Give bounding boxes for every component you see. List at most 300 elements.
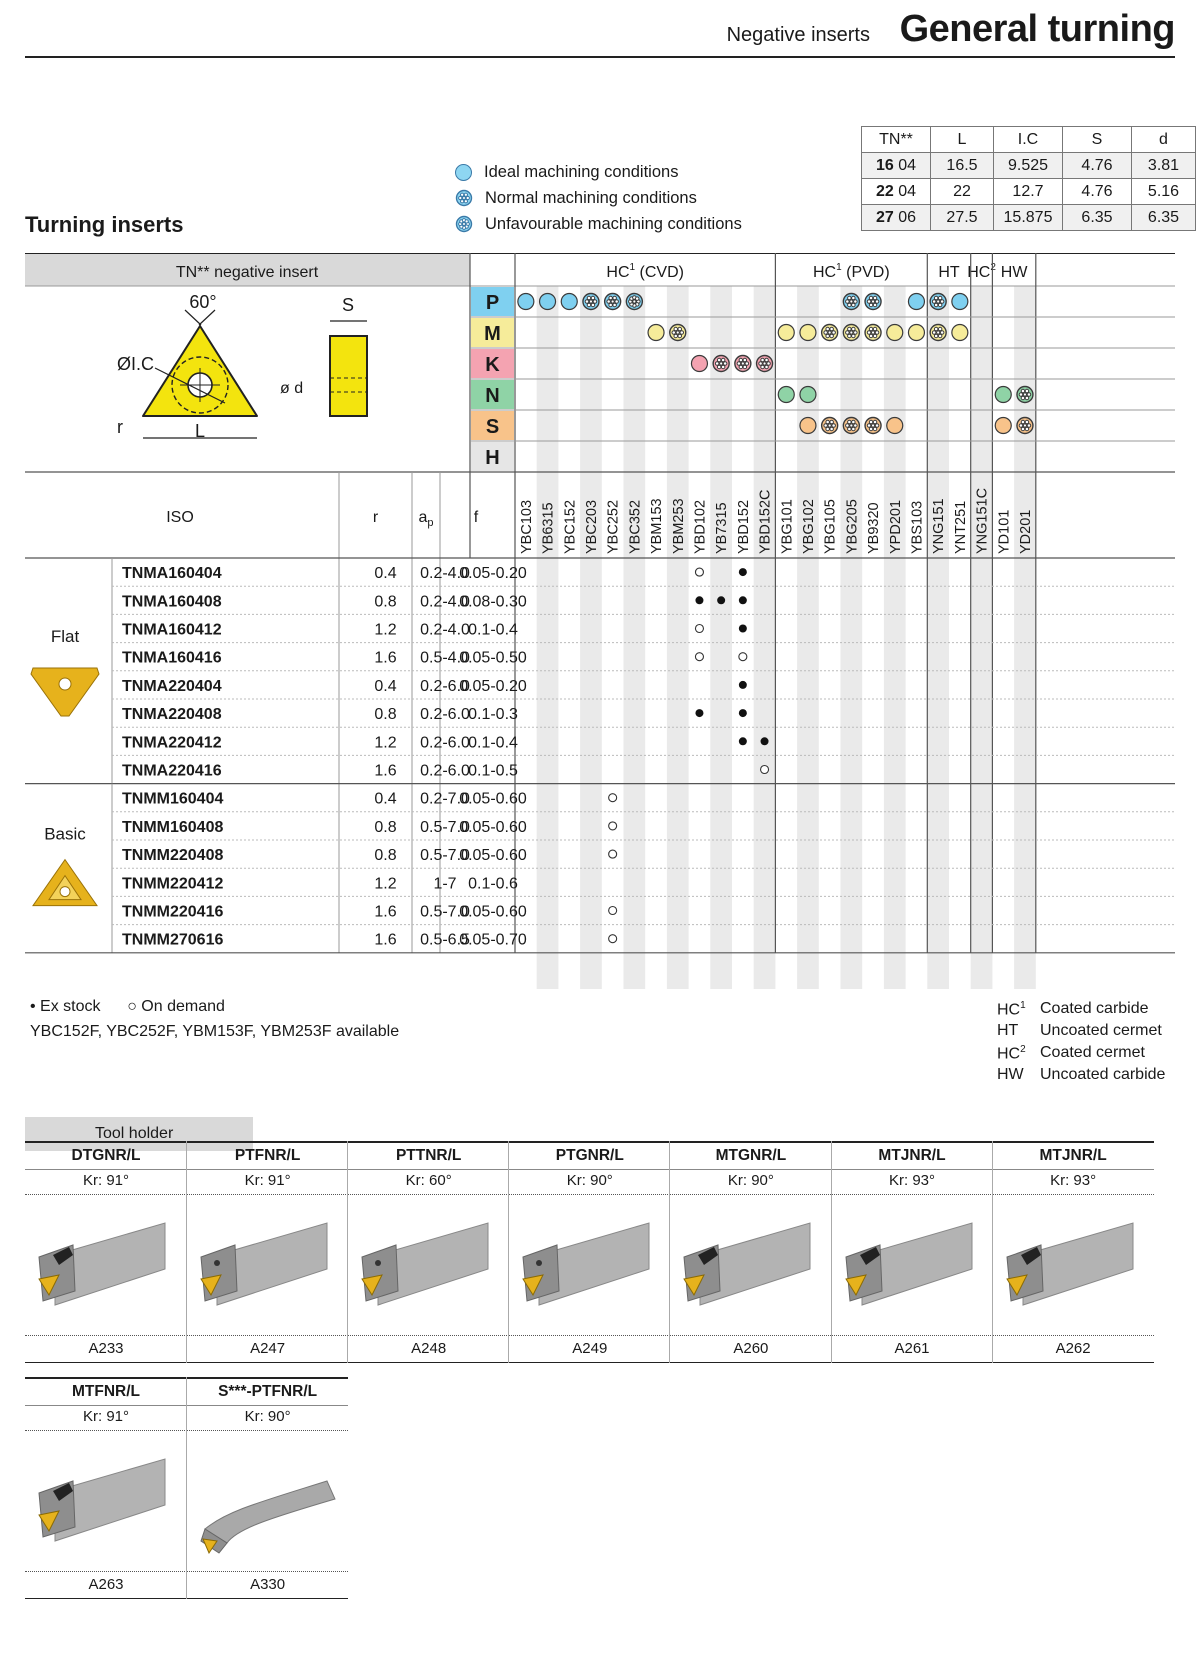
mark-petal bbox=[854, 424, 858, 428]
tool-holder-card[interactable] bbox=[347, 1141, 509, 1363]
tool-holder-card[interactable] bbox=[25, 1377, 187, 1599]
holder-angle: Kr: 91° bbox=[187, 1169, 348, 1195]
mark-petal bbox=[848, 420, 852, 424]
group-suffix: (PVD) bbox=[841, 264, 890, 281]
mark-petal bbox=[1019, 393, 1023, 397]
type-desc: Coated carbide bbox=[1040, 1000, 1149, 1017]
mark-petal bbox=[743, 358, 747, 362]
insert-code: TNMA160412 bbox=[122, 621, 222, 639]
mark-petal bbox=[830, 420, 834, 424]
mark-petal bbox=[867, 331, 871, 335]
ex-stock-dot bbox=[739, 737, 747, 745]
ideal-mark bbox=[778, 387, 794, 403]
group-suffix: (CVD) bbox=[635, 264, 684, 281]
dim-code: 27 06 bbox=[862, 205, 931, 231]
angle-label: 60° bbox=[189, 292, 217, 312]
mark-petal bbox=[587, 303, 591, 307]
insert-diagram bbox=[117, 292, 367, 441]
availability-note: YBC152F, YBC252F, YBM153F, YBM253F available bbox=[30, 1023, 400, 1040]
mark-center bbox=[828, 331, 831, 334]
holder-page-ref[interactable]: A233 bbox=[25, 1336, 187, 1363]
holder-picture bbox=[670, 1195, 831, 1336]
grade-name: YBC252 bbox=[605, 499, 622, 554]
mark-petal bbox=[723, 362, 727, 366]
mark-petal bbox=[759, 362, 763, 366]
mark-petal bbox=[934, 296, 938, 300]
mark-petal bbox=[737, 362, 741, 366]
dim-s: 6.35 bbox=[1063, 205, 1132, 231]
mark-petal bbox=[826, 334, 830, 338]
grade-name: YBC352 bbox=[627, 499, 644, 554]
mark-petal bbox=[940, 331, 944, 335]
tool-holder-card[interactable] bbox=[508, 1141, 670, 1363]
tool-holder-image bbox=[348, 1195, 498, 1335]
mark-petal bbox=[846, 331, 850, 335]
mark-petal bbox=[934, 303, 938, 307]
depth-of-cut: 1-7 bbox=[433, 875, 457, 893]
basic-insert-icon bbox=[33, 860, 97, 906]
grade-name: YNG151C bbox=[974, 487, 991, 554]
type-code: HW bbox=[997, 1066, 1024, 1083]
mark-petal bbox=[585, 300, 589, 304]
mark-petal bbox=[824, 424, 828, 428]
nose-radius: 0.8 bbox=[374, 847, 397, 865]
tool-holder-image bbox=[25, 1195, 175, 1335]
holder-angle: Kr: 90° bbox=[509, 1169, 670, 1195]
grade-name: YNT251 bbox=[952, 500, 969, 554]
column-stripe bbox=[537, 286, 559, 989]
iso-header: ISO bbox=[166, 509, 194, 526]
depth-of-cut: 0.5-6.5 bbox=[420, 931, 470, 949]
dim-header: L bbox=[931, 127, 994, 153]
legend-item-ideal bbox=[455, 160, 678, 184]
grade-name: YB7315 bbox=[714, 502, 731, 554]
depth-of-cut: 0.2-7.0 bbox=[420, 790, 470, 808]
mark-petal bbox=[869, 427, 873, 431]
ex-stock-label: • Ex stock bbox=[30, 998, 101, 1015]
on-demand-dot bbox=[761, 766, 769, 774]
ic-label: ØI.C bbox=[117, 354, 155, 374]
mark-petal bbox=[938, 296, 942, 300]
grade-name: YBS103 bbox=[909, 500, 926, 554]
mark-center bbox=[871, 424, 874, 427]
tool-holder-image bbox=[509, 1195, 659, 1335]
feed-rate: 0.1-0.4 bbox=[468, 734, 518, 752]
mark-petal bbox=[854, 300, 858, 304]
on-demand-label: ○ On demand bbox=[127, 998, 225, 1015]
group-header: $HC^2$ bbox=[967, 262, 996, 281]
depth-of-cut: 0.2-6.0 bbox=[420, 734, 470, 752]
mark-petal bbox=[767, 362, 771, 366]
type-desc: Uncoated carbide bbox=[1040, 1066, 1166, 1083]
mark-petal bbox=[466, 196, 469, 199]
grade-name: YBG102 bbox=[800, 499, 817, 554]
mark-petal bbox=[873, 334, 877, 338]
ap-sub: p bbox=[427, 517, 434, 529]
mark-center bbox=[611, 300, 614, 303]
ideal-mark bbox=[800, 387, 816, 403]
dim-header: S bbox=[1063, 127, 1132, 153]
mark-petal bbox=[721, 358, 725, 362]
mark-petal bbox=[591, 296, 595, 300]
mark-petal bbox=[607, 300, 611, 304]
holder-picture bbox=[25, 1195, 187, 1336]
mark-center bbox=[871, 300, 874, 303]
depth-of-cut: 0.2-4.0 bbox=[420, 621, 470, 639]
holder-name: PTFNR/L bbox=[187, 1141, 348, 1169]
tool-holder-card[interactable] bbox=[186, 1377, 348, 1599]
ideal-mark bbox=[952, 294, 968, 310]
depth-of-cut: 0.2-6.0 bbox=[420, 677, 470, 695]
on-demand-dot bbox=[609, 794, 617, 802]
depth-of-cut: 0.5-7.0 bbox=[420, 818, 470, 836]
tool-holder-card[interactable] bbox=[186, 1141, 348, 1363]
mark-petal bbox=[721, 365, 725, 369]
mark-petal bbox=[615, 300, 619, 304]
mark-center bbox=[741, 362, 744, 365]
dim-header: TN** bbox=[862, 127, 931, 153]
depth-of-cut: 0.2-4.0 bbox=[420, 593, 470, 611]
ideal-mark bbox=[908, 325, 924, 341]
page-title: General turning bbox=[899, 8, 1175, 50]
type-code: HT bbox=[997, 1022, 1019, 1039]
dim-l: 16.5 bbox=[931, 153, 994, 179]
tool-holder-image bbox=[832, 1195, 982, 1335]
depth-of-cut: 0.2-4.0 bbox=[420, 565, 470, 583]
column-stripe bbox=[841, 286, 863, 989]
ex-stock-dot bbox=[695, 596, 703, 604]
holder-page-ref[interactable]: A261 bbox=[832, 1336, 993, 1363]
mark-petal bbox=[873, 303, 877, 307]
stock-legend bbox=[30, 998, 225, 1016]
insert-code: TNMM220412 bbox=[122, 875, 224, 893]
mark-petal bbox=[934, 327, 938, 331]
feed-rate: 0.1-0.4 bbox=[468, 621, 518, 639]
mark-petal bbox=[852, 296, 856, 300]
holder-page-ref[interactable]: A247 bbox=[187, 1336, 348, 1363]
mark-petal bbox=[873, 296, 877, 300]
grade-name: YB6315 bbox=[540, 502, 557, 554]
mark-petal bbox=[852, 427, 856, 431]
dim-code: 22 04 bbox=[862, 179, 931, 205]
grade-name: YPD201 bbox=[887, 499, 904, 554]
holder-angle: Kr: 90° bbox=[187, 1405, 348, 1431]
mark-center bbox=[937, 331, 940, 334]
mark-petal bbox=[465, 220, 468, 223]
group-header: $HC^1$ (PVD) bbox=[813, 262, 890, 281]
ideal-mark bbox=[648, 325, 664, 341]
mark-petal bbox=[848, 303, 852, 307]
insert-code: TNMM160408 bbox=[122, 818, 224, 836]
material-letter: K bbox=[485, 354, 500, 376]
grade-name: YBD102 bbox=[692, 499, 709, 554]
mark-petal bbox=[932, 331, 936, 335]
ex-stock-dot bbox=[739, 568, 747, 576]
column-stripe bbox=[710, 286, 732, 989]
insert-code: TNMA220404 bbox=[122, 677, 222, 695]
mark-petal bbox=[932, 300, 936, 304]
nose-radius: 0.4 bbox=[374, 790, 397, 808]
holder-angle: Kr: 60° bbox=[348, 1169, 509, 1195]
mark-petal bbox=[674, 327, 678, 331]
mark-petal bbox=[846, 300, 850, 304]
mark-petal bbox=[830, 334, 834, 338]
holder-angle: Kr: 91° bbox=[25, 1169, 187, 1195]
dimensions-row bbox=[862, 205, 1196, 231]
mark-petal bbox=[717, 365, 721, 369]
basic-insert-hole bbox=[60, 887, 70, 897]
holder-angle: Kr: 90° bbox=[670, 1169, 831, 1195]
mark-petal bbox=[609, 303, 613, 307]
holder-page-ref[interactable]: A262 bbox=[993, 1336, 1154, 1363]
column-stripe bbox=[624, 286, 646, 989]
holder-page-ref[interactable]: A260 bbox=[670, 1336, 831, 1363]
tool-holder-card[interactable] bbox=[831, 1141, 993, 1363]
holder-page-ref[interactable]: A248 bbox=[348, 1336, 509, 1363]
mark-petal bbox=[1027, 424, 1031, 428]
feed-rate: 0.08-0.30 bbox=[459, 593, 527, 611]
tool-holder-image bbox=[670, 1195, 820, 1335]
unfavourable-flower-icon bbox=[455, 215, 473, 233]
clamp-screw bbox=[214, 1260, 220, 1266]
legend-item-normal bbox=[455, 186, 697, 210]
mark-center bbox=[463, 223, 466, 226]
tool-holder-card[interactable] bbox=[992, 1141, 1154, 1363]
mark-petal bbox=[1025, 389, 1029, 393]
nose-radius: 1.6 bbox=[374, 649, 397, 667]
mark-center bbox=[871, 331, 874, 334]
r-header: r bbox=[372, 509, 379, 526]
mark-center bbox=[1023, 393, 1026, 396]
f-header: f bbox=[473, 509, 479, 526]
tool-holder-card[interactable] bbox=[669, 1141, 831, 1363]
mark-petal bbox=[940, 300, 944, 304]
ideal-mark bbox=[778, 325, 794, 341]
mark-center bbox=[828, 424, 831, 427]
holder-picture bbox=[348, 1195, 509, 1336]
mark-center bbox=[463, 197, 466, 200]
ideal-mark bbox=[887, 418, 903, 434]
mark-petal bbox=[938, 327, 942, 331]
tool-holder-title: Tool holder bbox=[25, 1117, 253, 1151]
mark-center bbox=[676, 331, 679, 334]
mark-petal bbox=[743, 365, 747, 369]
column-stripe bbox=[580, 286, 602, 989]
mark-petal bbox=[1021, 389, 1025, 393]
legend-label: Unfavourable machining conditions bbox=[485, 214, 742, 233]
grade-name: YBM253 bbox=[670, 498, 687, 554]
material-letter: H bbox=[485, 447, 500, 469]
holder-picture bbox=[832, 1195, 993, 1336]
dimensions-row bbox=[862, 179, 1196, 205]
clamp-screw bbox=[536, 1260, 542, 1266]
mark-petal bbox=[875, 331, 879, 335]
mark-petal bbox=[715, 362, 719, 366]
nose-radius: 0.8 bbox=[374, 706, 397, 724]
section-title: Turning inserts bbox=[25, 212, 184, 237]
ideal-mark bbox=[995, 418, 1011, 434]
type-desc: Coated cermet bbox=[1040, 1044, 1145, 1061]
mark-center bbox=[1023, 424, 1026, 427]
header-divider bbox=[25, 56, 1175, 58]
mark-petal bbox=[832, 331, 836, 335]
material-letter: S bbox=[485, 416, 500, 438]
on-demand-dot bbox=[739, 653, 747, 661]
insert-side-view bbox=[330, 336, 367, 416]
tool-holder-card[interactable] bbox=[25, 1141, 187, 1363]
on-demand-dot bbox=[609, 850, 617, 858]
ideal-mark bbox=[561, 294, 577, 310]
ex-stock-dot bbox=[739, 681, 747, 689]
mark-petal bbox=[852, 303, 856, 307]
l-label: L bbox=[195, 421, 206, 441]
tool-holder-image bbox=[187, 1195, 337, 1335]
tool-holder-image bbox=[25, 1431, 175, 1571]
grade-name: YBC103 bbox=[518, 499, 535, 554]
mark-petal bbox=[832, 424, 836, 428]
dim-s: 4.76 bbox=[1063, 153, 1132, 179]
dim-d: 6.35 bbox=[1132, 205, 1196, 231]
material-letter: M bbox=[484, 323, 501, 345]
mark-petal bbox=[613, 296, 617, 300]
nose-radius: 1.6 bbox=[374, 931, 397, 949]
ap-header: $a_p$ bbox=[418, 509, 434, 529]
grade-name: YBD152 bbox=[735, 499, 752, 554]
mark-petal bbox=[830, 427, 834, 431]
legend-label: Ideal machining conditions bbox=[484, 162, 679, 181]
holder-picture bbox=[25, 1431, 187, 1572]
holder-picture bbox=[509, 1195, 670, 1336]
holder-name: MTJNR/L bbox=[832, 1141, 993, 1169]
mark-petal bbox=[869, 327, 873, 331]
feed-rate: 0.1-0.3 bbox=[468, 706, 518, 724]
ideal-mark bbox=[691, 356, 707, 372]
mark-petal bbox=[717, 358, 721, 362]
column-stripe bbox=[971, 286, 993, 989]
ideal-mark bbox=[995, 387, 1011, 403]
holder-head bbox=[201, 1245, 237, 1301]
tool-holder-image bbox=[993, 1195, 1143, 1335]
mark-petal bbox=[613, 303, 617, 307]
grade-selection-table bbox=[25, 253, 1175, 993]
group-sup: 1 bbox=[629, 262, 636, 273]
mark-petal bbox=[464, 200, 467, 203]
mark-petal bbox=[938, 303, 942, 307]
mark-petal bbox=[848, 327, 852, 331]
ideal-mark bbox=[540, 294, 556, 310]
mark-petal bbox=[672, 331, 676, 335]
ideal-circle-icon bbox=[455, 164, 472, 181]
mark-petal bbox=[459, 196, 462, 199]
insert-code: TNMM220416 bbox=[122, 903, 224, 921]
group-sup: 2 bbox=[990, 262, 996, 273]
mark-center bbox=[763, 362, 766, 365]
mark-petal bbox=[867, 300, 871, 304]
insert-code: TNMA160416 bbox=[122, 649, 222, 667]
mark-petal bbox=[1021, 427, 1025, 431]
mark-petal bbox=[609, 296, 613, 300]
ex-stock-dot bbox=[717, 596, 725, 604]
column-stripe bbox=[667, 286, 689, 989]
holder-name: PTTNR/L bbox=[348, 1141, 509, 1169]
mark-petal bbox=[1025, 427, 1029, 431]
group-header: $HC^1$ (CVD) bbox=[606, 262, 684, 281]
holder-page-ref[interactable]: A263 bbox=[25, 1572, 187, 1599]
mark-petal bbox=[869, 420, 873, 424]
holder-page-ref[interactable]: A330 bbox=[187, 1572, 348, 1599]
mark-petal bbox=[761, 358, 765, 362]
mark-petal bbox=[852, 334, 856, 338]
ideal-mark bbox=[952, 325, 968, 341]
ideal-mark bbox=[908, 294, 924, 310]
mark-petal bbox=[873, 327, 877, 331]
mark-petal bbox=[848, 296, 852, 300]
holder-name: DTGNR/L bbox=[25, 1141, 187, 1169]
feed-rate: 0.05-0.60 bbox=[459, 847, 527, 865]
mark-petal bbox=[848, 427, 852, 431]
dim-l: 27.5 bbox=[931, 205, 994, 231]
holder-picture bbox=[993, 1195, 1154, 1336]
feed-rate: 0.05-0.20 bbox=[459, 565, 527, 583]
on-demand-dot bbox=[609, 907, 617, 915]
holder-name: S***-PTFNR/L bbox=[187, 1377, 348, 1405]
nose-radius: 1.2 bbox=[374, 621, 397, 639]
grade-name: YB9320 bbox=[866, 502, 883, 554]
nose-radius: 1.2 bbox=[374, 875, 397, 893]
holder-name: MTJNR/L bbox=[993, 1141, 1154, 1169]
dim-s: 4.76 bbox=[1063, 179, 1132, 205]
type-code: $HC^2$ bbox=[997, 1044, 1026, 1063]
mark-petal bbox=[745, 362, 749, 366]
insert-panel-title: TN** negative insert bbox=[175, 264, 319, 281]
ex-stock-dot bbox=[761, 737, 769, 745]
material-letter: N bbox=[485, 385, 500, 407]
legend-label: Normal machining conditions bbox=[485, 188, 697, 207]
mark-petal bbox=[1019, 424, 1023, 428]
holder-name: MTGNR/L bbox=[670, 1141, 831, 1169]
mark-petal bbox=[826, 427, 830, 431]
dimensions-row bbox=[862, 153, 1196, 179]
depth-of-cut: 0.2-6.0 bbox=[420, 762, 470, 780]
depth-of-cut: 0.5-4.0 bbox=[420, 649, 470, 667]
holder-picture bbox=[187, 1431, 348, 1572]
dim-header: d bbox=[1132, 127, 1196, 153]
depth-of-cut: 0.5-7.0 bbox=[420, 903, 470, 921]
holder-head bbox=[523, 1245, 559, 1301]
grade-name: YBC203 bbox=[583, 499, 600, 554]
d-label: ø d bbox=[280, 380, 304, 397]
angle-line bbox=[185, 310, 201, 325]
column-stripe bbox=[754, 286, 776, 989]
mark-center bbox=[850, 300, 853, 303]
mark-petal bbox=[873, 427, 877, 431]
mark-petal bbox=[846, 424, 850, 428]
dim-d: 5.16 bbox=[1132, 179, 1196, 205]
mark-center bbox=[937, 300, 940, 303]
depth-of-cut: 0.2-6.0 bbox=[420, 706, 470, 724]
feed-rate: 0.05-0.70 bbox=[459, 931, 527, 949]
nose-radius: 0.8 bbox=[374, 818, 397, 836]
mark-petal bbox=[1025, 420, 1029, 424]
on-demand-dot bbox=[695, 568, 703, 576]
mark-center bbox=[589, 300, 592, 303]
tool-holder-image bbox=[187, 1431, 337, 1571]
ideal-mark bbox=[887, 325, 903, 341]
dimensions-header-row bbox=[862, 127, 1196, 153]
holder-page-ref[interactable]: A249 bbox=[509, 1336, 670, 1363]
holder-head bbox=[362, 1245, 398, 1301]
nose-radius: 1.2 bbox=[374, 734, 397, 752]
